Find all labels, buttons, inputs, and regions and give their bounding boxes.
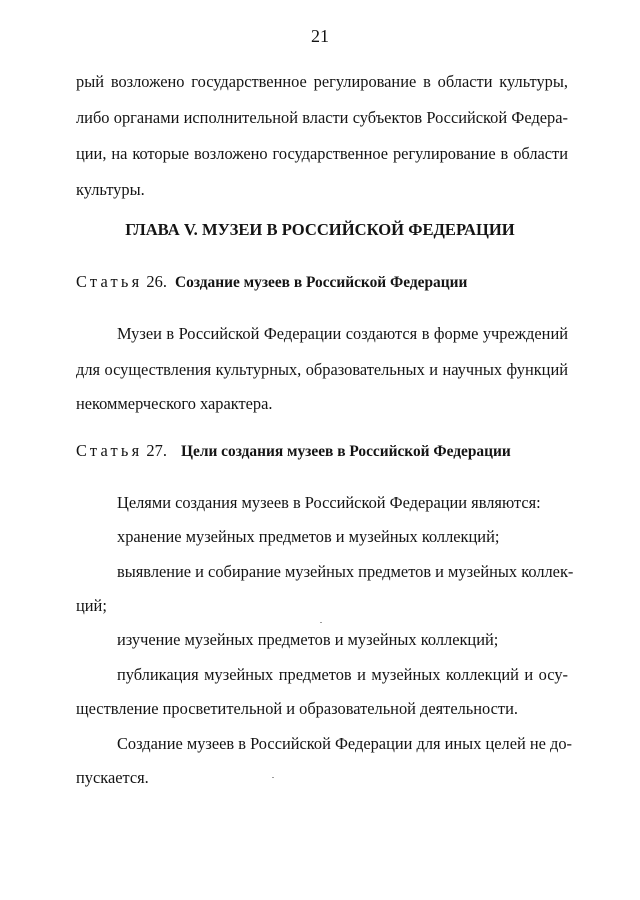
article-26-line-2: для осуществления культурных, образовательных и научных функций	[76, 360, 568, 379]
article-27-line-6: публикация музейных предметов и музейных коллекций и осу-	[117, 665, 568, 684]
article-27-line-9: пускается.	[76, 768, 149, 787]
article-27-title: Цели создания музеев в Российской Федерации	[181, 443, 511, 460]
article-27-line-8: Создание музеев в Российской Федерации для иных целей не до-	[117, 734, 572, 753]
article-27-prefix: Статья	[76, 441, 143, 460]
intro-line-3: ции, на которые возложено государственное регулирование в области	[76, 144, 568, 163]
article-27-line-3: выявление и собирание музейных предметов и музейных коллек-	[117, 562, 574, 581]
page-number: 21	[311, 26, 329, 46]
article-26-number: 26.	[146, 272, 167, 291]
intro-line-2: либо органами исполнительной власти субъектов Российской Федера-	[76, 108, 568, 127]
article-26-title: Создание музеев в Российской Федерации	[175, 274, 468, 291]
article-27-line-1: Целями создания музеев в Российской Федерации являются:	[117, 493, 541, 512]
scan-speck	[272, 777, 274, 778]
article-27-heading	[76, 441, 511, 462]
article-26-line-3: некоммерческого характера.	[76, 394, 273, 413]
article-27-number: 27.	[146, 441, 167, 460]
intro-line-1: рый возложено государственное регулирование в области культуры,	[76, 72, 568, 91]
article-27-line-4: ций;	[76, 596, 107, 615]
article-26-line-1: Музеи в Российской Федерации создаются в форме учреждений	[117, 324, 568, 343]
chapter-heading: ГЛАВА V. МУЗЕИ В РОССИЙСКОЙ ФЕДЕРАЦИИ	[125, 220, 515, 239]
article-27-line-2: хранение музейных предметов и музейных коллекций;	[117, 527, 500, 546]
scan-speck	[320, 622, 322, 623]
article-27-line-7: ществление просветительной и образовательной деятельности.	[76, 699, 518, 718]
article-26-heading	[76, 272, 467, 293]
article-26-prefix: Статья	[76, 272, 143, 291]
article-27-line-5: изучение музейных предметов и музейных коллекций;	[117, 630, 499, 649]
intro-line-4: культуры.	[76, 180, 145, 199]
